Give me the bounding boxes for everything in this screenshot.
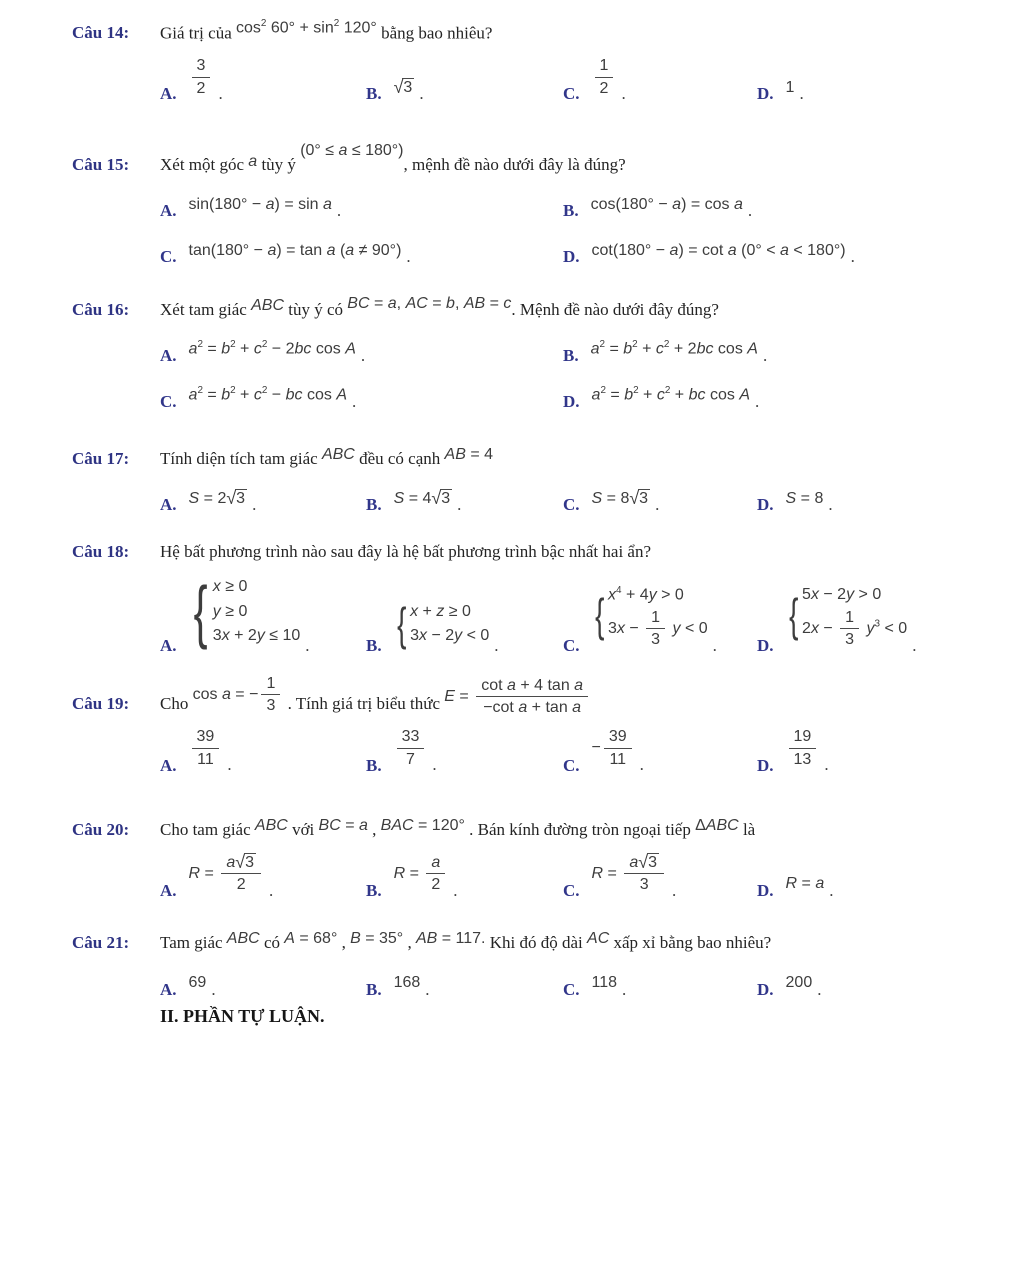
- answer-option: [160, 482, 366, 516]
- question-block: [72, 294, 966, 413]
- fraction: $\frac{1}{2}$: [595, 56, 614, 97]
- option-period: .: [622, 980, 627, 1000]
- question-label: Câu 17:: [72, 448, 130, 468]
- prompt-formula: ΔABC: [695, 816, 739, 834]
- answer-option: [160, 572, 366, 656]
- option-letter: A.: [160, 84, 177, 104]
- sqrt: √ 3: [431, 487, 451, 508]
- option-letter: A.: [160, 635, 177, 655]
- prompt-formula: BAC = 120°: [380, 816, 465, 834]
- option-letter: D.: [563, 247, 580, 267]
- answer-option: [160, 234, 563, 268]
- system-of-inequalities: { x ≥ 0 y ≥ 0 3x + 2y ≤ 10: [193, 572, 301, 651]
- prompt-text: ,: [367, 819, 381, 839]
- question-block: [72, 929, 966, 1000]
- prompt-formula: AC: [587, 930, 610, 948]
- left-brace: {: [788, 589, 798, 642]
- prompt-formula: ABC: [226, 930, 260, 948]
- option-formula: 1: [785, 78, 795, 96]
- prompt-formula: ABC: [251, 296, 285, 314]
- left-brace: {: [193, 572, 208, 651]
- option-formula: $a^2 = b^2 + c^2 + 2bc$ cos A: [590, 339, 758, 358]
- option-letter: D.: [563, 392, 580, 412]
- option-letter: B.: [563, 201, 579, 221]
- answer-option: [160, 727, 366, 775]
- option-letter: B.: [366, 755, 382, 775]
- question-label: Câu 14:: [72, 23, 130, 43]
- option-period: .: [762, 346, 768, 366]
- option-formula: S = 8 √ 3: [591, 487, 649, 508]
- fraction: $\frac{3}{2}$: [192, 56, 211, 97]
- answer-option: [563, 234, 966, 268]
- prompt-formula: BC = a, AC = b, AB = c: [347, 294, 512, 312]
- question-block: [72, 445, 966, 516]
- answer-option: [563, 482, 757, 516]
- prompt-text: ,: [337, 933, 351, 953]
- prompt-text: với: [287, 819, 319, 839]
- option-period: .: [712, 635, 717, 655]
- option-period: .: [639, 755, 644, 775]
- option-letter: A.: [160, 346, 177, 366]
- prompt-text: Giá trị của: [160, 23, 236, 43]
- option-formula: 168: [393, 974, 421, 992]
- prompt-text: Tam giác: [160, 933, 227, 953]
- option-formula: S = 4 √ 3: [393, 487, 451, 508]
- option-period: .: [268, 881, 274, 901]
- option-formula: [592, 583, 708, 650]
- option-period: .: [360, 346, 366, 366]
- sqrt: √ 3: [629, 487, 649, 508]
- option-period: .: [218, 84, 223, 104]
- option-formula: tan(180° − a) = tan a (a ≠ 90°): [188, 241, 402, 259]
- prompt-text: . Bán kính đường tròn ngoại tiếp: [464, 819, 696, 839]
- answer-option: [366, 966, 563, 1000]
- option-letter: C.: [563, 881, 580, 901]
- system-of-inequalities: { x + z ≥ 0 3x − 2y < 0: [396, 597, 490, 650]
- option-letter: A.: [160, 495, 177, 515]
- options-row: [160, 727, 966, 775]
- option-period: .: [336, 201, 342, 221]
- answer-option: [366, 56, 563, 104]
- option-formula: 200: [785, 974, 813, 992]
- answer-option: [366, 575, 563, 656]
- prompt-text: có: [259, 933, 285, 953]
- option-formula: R = a √ 3 2: [189, 853, 264, 895]
- option-letter: C.: [563, 84, 580, 104]
- option-letter: D.: [757, 635, 774, 655]
- option-letter: C.: [160, 392, 177, 412]
- option-period: .: [799, 84, 804, 104]
- prompt-text: Xét một góc: [160, 154, 249, 174]
- answer-option: [563, 188, 966, 222]
- question-label: Câu 18:: [72, 541, 130, 561]
- prompt-text: đều có cạnh: [354, 448, 445, 468]
- option-letter: C.: [563, 755, 580, 775]
- answer-option: [160, 853, 366, 902]
- option-formula: R = a √ 3 3: [592, 853, 667, 895]
- prompt-text: tùy ý: [257, 154, 301, 174]
- fraction: $\frac{39}{11}$: [192, 727, 220, 768]
- prompt-text: là: [738, 819, 756, 839]
- option-letter: D.: [757, 84, 774, 104]
- prompt-formula: cos a = − $\frac{1}{3}$: [193, 674, 284, 715]
- option-period: .: [817, 980, 822, 1000]
- option-formula: R = $\frac{a}{2}$: [394, 853, 449, 894]
- question-prompt: [160, 294, 966, 323]
- option-period: .: [494, 635, 499, 655]
- option-period: .: [211, 980, 216, 1000]
- prompt-text: . Tính giá trị biểu thức: [283, 694, 445, 714]
- answer-option: [757, 853, 966, 902]
- question-block: [72, 141, 966, 268]
- answer-option: [563, 853, 757, 902]
- option-letter: A.: [160, 201, 177, 221]
- sqrt: √ 3: [393, 76, 413, 97]
- option-formula: $a^2 = b^2 + c^2$ − bc cos A: [188, 385, 347, 404]
- option-period: .: [406, 247, 411, 267]
- option-period: .: [305, 635, 310, 655]
- question-label: Câu 20:: [72, 819, 130, 839]
- option-letter: B.: [366, 635, 382, 655]
- option-period: .: [621, 84, 626, 104]
- prompt-text: Tính diện tích tam giác: [160, 448, 322, 468]
- prompt-formula: ABC: [321, 445, 355, 463]
- prompt-formula: (0° ≤ a ≤ 180°): [300, 141, 404, 159]
- fraction: $\frac{\text{cot a + 4 tan a}}{\text{−cot a + tan a}}$: [476, 676, 588, 717]
- question-label: Câu 19:: [72, 694, 130, 714]
- option-formula: cos(180° − a) = cos a: [590, 195, 743, 213]
- prompt-formula: E = $\frac{\text{cot a + 4 tan a}}{\text{−cot a + tan a}}$: [444, 676, 591, 717]
- prompt-formula: A = 68°: [284, 930, 338, 948]
- section-heading: II. PHẦN TỰ LUẬN.: [160, 1006, 325, 1027]
- system-of-inequalities: { 5x − 2y > 0 2x − $\frac{1}{3}$ $y^3 < 0$: [788, 585, 908, 648]
- option-letter: B.: [366, 881, 382, 901]
- sqrt: √ 3: [235, 851, 254, 872]
- option-letter: D.: [757, 980, 774, 1000]
- answer-option: [160, 188, 563, 222]
- answer-option: [563, 379, 966, 413]
- fraction: $\frac{39}{11}$: [604, 727, 632, 768]
- option-formula: [394, 597, 490, 650]
- option-letter: A.: [160, 755, 177, 775]
- option-period: .: [912, 635, 917, 655]
- answer-option: [757, 575, 966, 656]
- left-brace: {: [594, 589, 604, 642]
- system-of-inequalities: { $x^4 + 4y > 0$ 3x − $\frac{1}{3}$ y < 0: [594, 584, 708, 648]
- answer-option: [563, 333, 966, 367]
- answer-option: [757, 727, 966, 775]
- option-formula: S = 8: [785, 489, 824, 507]
- option-formula: − $\frac{39}{11}$: [592, 727, 635, 768]
- answer-option: [563, 727, 757, 775]
- question-prompt: [160, 141, 966, 178]
- question-block: [72, 816, 966, 902]
- answer-option: [563, 56, 757, 104]
- prompt-text: Cho: [160, 694, 193, 714]
- fraction: $\frac{19}{13}$: [789, 727, 817, 768]
- option-formula: $a^2 = b^2 + c^2$ + bc cos A: [591, 385, 750, 404]
- prompt-formula: ABC: [254, 816, 288, 834]
- question-label: Câu 15:: [72, 154, 130, 174]
- prompt-formula: $\cos^2 60^\circ + \sin^2 120^\circ$: [236, 18, 377, 37]
- prompt-formula: a: [248, 152, 258, 170]
- prompt-text: Khi đó độ dài: [485, 933, 588, 953]
- option-period: .: [747, 201, 753, 221]
- prompt-formula: AB = 4: [444, 445, 494, 463]
- question-label: Câu 21:: [72, 933, 130, 953]
- prompt-text: Cho tam giác: [160, 819, 255, 839]
- options-row: [160, 966, 966, 1000]
- answer-option: [563, 966, 757, 1000]
- question-prompt: [160, 674, 966, 717]
- answer-option: [563, 575, 757, 656]
- prompt-formula: BC = a: [318, 816, 368, 834]
- option-formula: [189, 727, 223, 768]
- options-row: [160, 482, 966, 516]
- option-formula: $a^2 = b^2 + c^2 - 2bc$ cos A: [188, 339, 356, 358]
- option-period: .: [671, 881, 677, 901]
- option-period: .: [829, 881, 834, 901]
- option-letter: C.: [563, 980, 580, 1000]
- option-period: .: [457, 495, 462, 515]
- prompt-text: ,: [403, 933, 416, 953]
- sqrt: √ 3: [638, 851, 657, 872]
- answer-option: [366, 853, 563, 902]
- option-formula: [786, 727, 820, 768]
- option-letter: B.: [366, 495, 382, 515]
- option-period: .: [351, 392, 357, 412]
- fraction: a √ 3 2: [221, 853, 261, 895]
- answer-option: [366, 727, 563, 775]
- answer-option: [366, 482, 563, 516]
- option-letter: A.: [160, 980, 177, 1000]
- option-period: .: [425, 980, 430, 1000]
- option-period: .: [850, 247, 855, 267]
- options-row: [160, 333, 966, 413]
- option-formula: 118: [591, 974, 618, 992]
- fraction: $\frac{a}{2}$: [426, 853, 445, 894]
- question-block: [72, 538, 966, 656]
- question-label: Câu 16:: [72, 299, 130, 319]
- option-formula: R = a: [785, 875, 825, 893]
- option-letter: C.: [563, 495, 580, 515]
- options-row: [160, 188, 966, 268]
- option-formula: [592, 56, 617, 97]
- option-formula: cot(180° − a) = cot a (0° < a < 180°): [591, 241, 846, 259]
- fraction: $\frac{1}{3}$: [646, 608, 665, 649]
- prompt-text: tùy ý có: [284, 299, 348, 319]
- fraction: $\frac{1}{3}$: [261, 674, 280, 715]
- prompt-text: bằng bao nhiêu?: [376, 23, 493, 43]
- options-row: [160, 56, 966, 104]
- option-letter: D.: [757, 495, 774, 515]
- fraction: $\frac{1}{3}$: [840, 608, 859, 649]
- option-letter: D.: [757, 755, 774, 775]
- question-block: [72, 18, 966, 105]
- option-formula: [786, 583, 908, 649]
- fraction: $\frac{33}{7}$: [397, 727, 425, 768]
- answer-option: [160, 56, 366, 104]
- questions-list: [72, 18, 966, 1000]
- question-block: [72, 674, 966, 776]
- prompt-formula: B = 35°: [350, 930, 404, 948]
- answer-option: [757, 966, 966, 1000]
- answer-option: [757, 56, 966, 104]
- answer-option: [160, 379, 563, 413]
- option-period: .: [227, 755, 232, 775]
- option-period: .: [419, 84, 424, 104]
- option-period: .: [824, 755, 829, 775]
- prompt-text: Hệ bất phương trình nào sau đây là hệ bất phương trình bậc nhất hai ẩn?: [160, 541, 652, 561]
- option-letter: A.: [160, 881, 177, 901]
- fraction: a √ 3 3: [624, 853, 664, 895]
- answer-option: [160, 966, 366, 1000]
- answer-option: [160, 333, 563, 367]
- option-period: .: [828, 495, 833, 515]
- option-formula: [189, 56, 214, 97]
- option-letter: B.: [366, 980, 382, 1000]
- prompt-text: Xét tam giác: [160, 299, 252, 319]
- option-period: .: [252, 495, 257, 515]
- option-formula: [189, 572, 301, 651]
- option-formula: sin(180° − a) = sin a: [188, 195, 332, 213]
- question-prompt: [160, 18, 966, 46]
- option-formula: 69: [188, 974, 207, 992]
- options-row: [160, 853, 966, 902]
- question-prompt: [160, 538, 966, 565]
- answer-option: [757, 482, 966, 516]
- option-formula: [394, 727, 428, 768]
- option-letter: C.: [563, 635, 580, 655]
- option-period: .: [453, 881, 458, 901]
- option-formula: [394, 78, 415, 98]
- prompt-text: xấp xỉ bằng bao nhiêu?: [609, 933, 772, 953]
- option-period: .: [432, 755, 437, 775]
- question-prompt: [160, 445, 966, 472]
- question-prompt: [160, 816, 966, 843]
- option-period: .: [655, 495, 660, 515]
- prompt-formula: AB = 117.: [415, 930, 486, 948]
- options-row: [160, 572, 966, 656]
- option-letter: C.: [160, 247, 177, 267]
- prompt-text: , mệnh đề nào dưới đây là đúng?: [403, 154, 626, 174]
- question-prompt: [160, 929, 966, 956]
- option-period: .: [754, 392, 760, 412]
- prompt-text: . Mệnh đề nào dưới đây đúng?: [511, 299, 719, 319]
- sqrt: √ 3: [226, 487, 246, 508]
- option-letter: B.: [366, 84, 382, 104]
- option-letter: B.: [563, 346, 579, 366]
- option-letter: D.: [757, 881, 774, 901]
- option-formula: S = 2 √ 3: [188, 487, 246, 508]
- left-brace: {: [396, 597, 406, 650]
